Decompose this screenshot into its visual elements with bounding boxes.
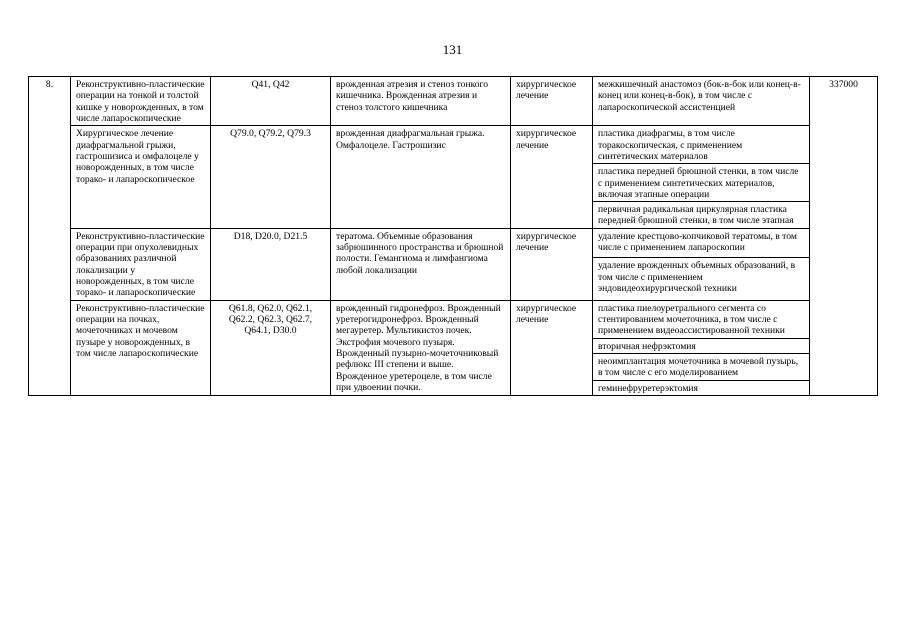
treatment-method: неоимплантация мочеточника в мочевой пузырь, в том числе с его моделированием <box>593 353 810 380</box>
treatment-method: геминефруретерэктомия <box>593 380 810 395</box>
icd-codes: Q79.0, Q79.2, Q79.3 <box>211 126 331 229</box>
group-name: Реконструктивно-пластические операции при опухолевидных образованиях различной локализации у новорожденных, в том числе торако- и лапароскопические <box>71 228 211 300</box>
group-name: Реконструктивно-пластические операции на почках, мочеточниках и мочевом пузыре у новорожденных, в том числе лапароскопические <box>71 300 211 395</box>
table-row <box>29 77 878 126</box>
price: 337000 <box>810 77 878 396</box>
diagnosis: врожденная диафрагмальная грыжа. Омфалоцеле. Гастрошизис <box>331 126 511 229</box>
treatment-method: межкишечный анастомоз (бок-в-бок или конец-в-конец или конец-в-бок), в том числе с лапароскопической ассистенцией <box>593 77 810 126</box>
table-row <box>29 300 878 338</box>
icd-codes: Q41, Q42 <box>211 77 331 126</box>
section-number: 8. <box>29 77 71 396</box>
treatment-method: удаление крестцово-копчиковой тератомы, в том числе с применением лапароскопии <box>593 228 810 258</box>
page-number: 131 <box>442 42 463 57</box>
treatment-method: пластика передней брюшной стенки, в том числе с применением синтетических материалов, включая этапные операции <box>593 164 810 202</box>
icd-codes: D18, D20.0, D21.5 <box>211 228 331 300</box>
treatment-method: пластика диафрагмы, в том числе торакоскопическая, с применением синтетических материалов <box>593 126 810 164</box>
group-name: Хирургическое лечение диафрагмальной грыжи, гастрошизиса и омфалоцеле у новорожденных, в том числе торако- и лапароскопическое <box>71 126 211 229</box>
diagnosis: врожденный гидронефроз. Врожденный уретерогидронефроз. Врожденный мегауретер. Мультикистоз почек. Экстрофия мочевого пузыря. Врожденный пузырно-мочеточниковый рефлюкс III степени и выше. Врожденное уретероцеле, в том числе при удвоении почки. <box>331 300 511 395</box>
diagnosis: тератома. Объемные образования забрюшинного пространства и брюшной полости. Гемангиома и лимфангиома любой локализации <box>331 228 511 300</box>
diagnosis: врожденная атрезия и стеноз тонкого кишечника. Врожденная атрезия и стеноз толстого кишечника <box>331 77 511 126</box>
treatment-type: хирургическое лечение <box>511 300 593 395</box>
treatment-type: хирургическое лечение <box>511 228 593 300</box>
treatment-type: хирургическое лечение <box>511 126 593 229</box>
treatment-method: удаление врожденных объемных образований, в том числе с применением эндовидеохирургической техники <box>593 258 810 300</box>
treatment-method: вторичная нефрэктомия <box>593 338 810 353</box>
treatment-method: пластика пиелоуретрального сегмента со стентированием мочеточника, в том числе с применением видеоассистированной техники <box>593 300 810 338</box>
table-row <box>29 228 878 258</box>
treatment-method: первичная радикальная циркулярная пластика передней брюшной стенки, в том числе этапная <box>593 202 810 229</box>
treatment-type: хирургическое лечение <box>511 77 593 126</box>
group-name: Реконструктивно-пластические операции на тонкой и толстой кишке у новорожденных, в том числе лапароскопические <box>71 77 211 126</box>
table-row <box>29 126 878 164</box>
medical-procedures-table <box>28 76 878 396</box>
icd-codes: Q61.8, Q62.0, Q62.1, Q62.2, Q62.3, Q62.7, Q64.1, D30.0 <box>211 300 331 395</box>
